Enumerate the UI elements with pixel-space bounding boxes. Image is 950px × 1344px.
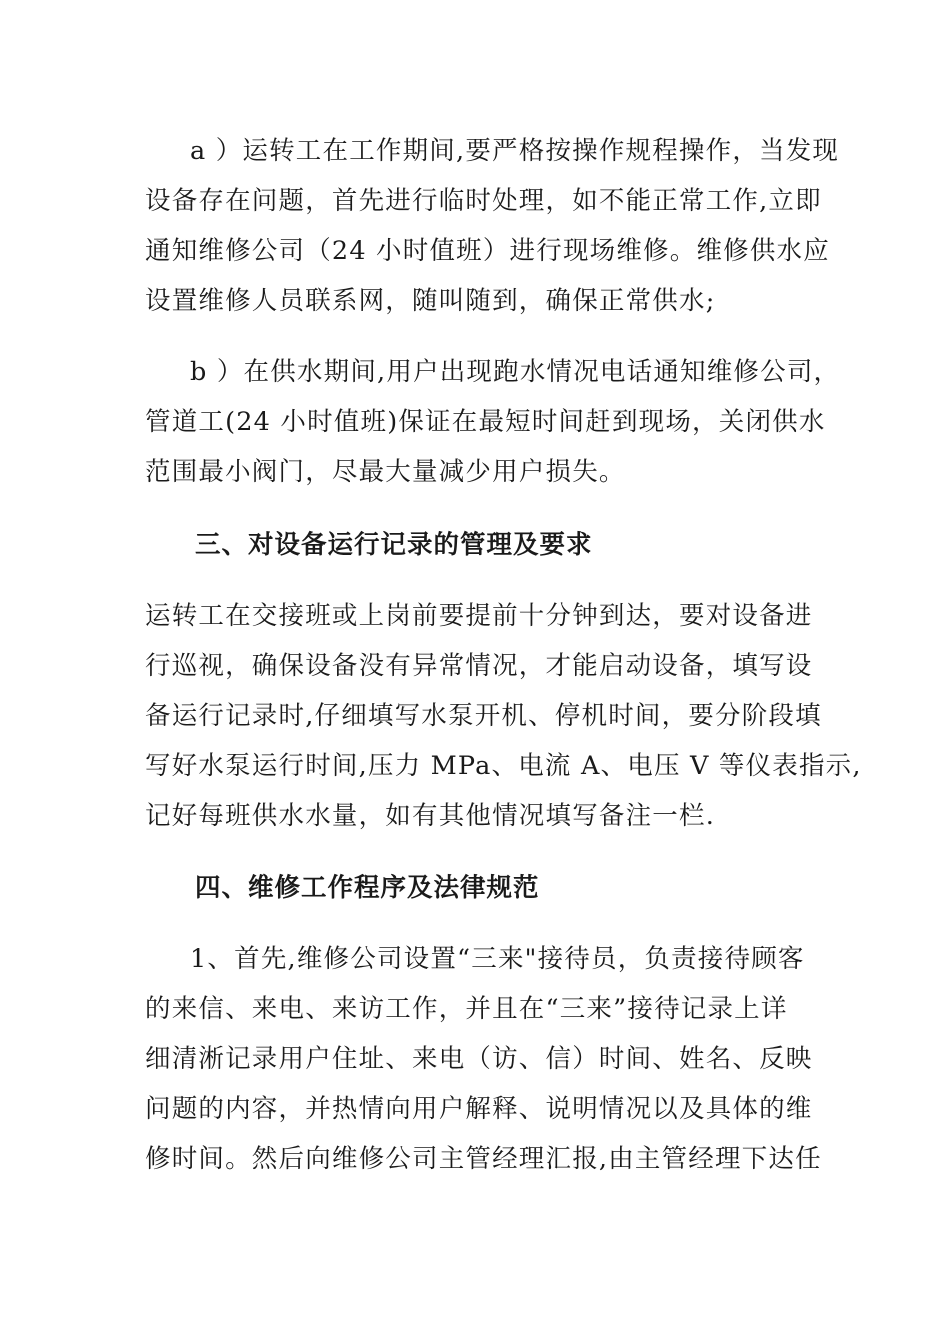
para-a-line-2: 设备存在问题，首先进行临时处理，如不能正常工作,立即 [145,186,822,216]
section-heading-4: 四、维修工作程序及法律规范 [195,873,540,903]
para-3-line-4: 写好水泵运行时间,压力 MPa、电流 A、电压 V 等仪表指示, [145,751,862,781]
para-3-line-1: 运转工在交接班或上岗前要提前十分钟到达，要对设备进 [145,601,813,631]
para-3-line-2: 行巡视，确保设备没有异常情况，才能启动设备，填写设 [145,651,813,681]
para-4-line-4: 问题的内容，并热情向用户解释、说明情况以及具体的维 [145,1094,813,1124]
para-b-line-1: b ）在供水期间,用户出现跑水情况电话通知维修公司， [190,357,841,387]
para-4-line-3: 细清淅记录用户住址、来电（访、信）时间、姓名、反映 [145,1044,813,1074]
para-4-line-2: 的来信、来电、来访工作，并且在“三来”接待记录上详 [145,994,788,1024]
para-a-line-1: a ）运转工在工作期间,要严格按操作规程操作，当发现 [190,136,840,166]
section-heading-3: 三、对设备运行记录的管理及要求 [195,530,593,560]
para-a-line-4: 设置维修人员联系网，随叫随到，确保正常供水; [145,286,716,316]
para-4-line-5: 修时间。然后向维修公司主管经理汇报,由主管经理下达任 [145,1144,822,1174]
para-3-line-3: 备运行记录时,仔细填写水泵开机、停机时间，要分阶段填 [145,701,822,731]
para-3-line-5: 记好每班供水水量，如有其他情况填写备注一栏. [145,801,716,831]
para-b-line-3: 范围最小阀门，尽最大量减少用户损失。 [145,457,626,487]
para-b-line-2: 管道工(24 小时值班)保证在最短时间赶到现场，关闭供水 [145,407,826,437]
para-a-line-3: 通知维修公司（24 小时值班）进行现场维修。维修供水应 [145,236,830,266]
para-4-line-1: 1、首先,维修公司设置“三来"接待员，负责接待顾客 [190,944,805,974]
